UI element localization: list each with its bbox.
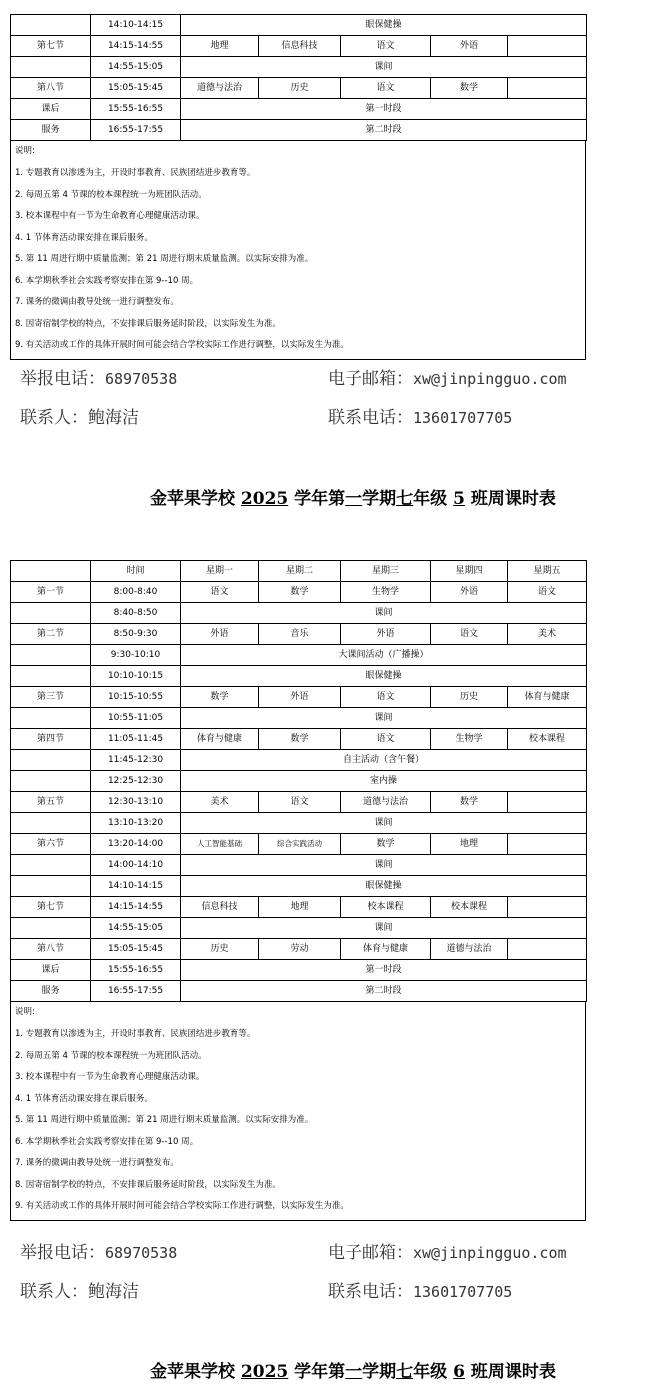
subject-cell: 生物学 <box>431 729 508 750</box>
table-row <box>11 57 587 78</box>
title-part: 金苹果学校 <box>150 1362 241 1382</box>
subject-cell <box>508 78 587 99</box>
after-school-label: 服务 <box>11 981 91 1002</box>
report-phone-label: 举报电话： <box>20 369 105 389</box>
activity-cell: 课间 <box>181 813 587 834</box>
title-class: 5 <box>453 489 465 509</box>
contact-person-2 <box>20 1277 139 1302</box>
title-part: 年级 <box>413 489 454 509</box>
title-part: 学年第 <box>288 489 346 509</box>
time-cell: 14:10-14:15 <box>91 15 181 36</box>
period-label <box>11 645 91 666</box>
table-row <box>11 36 587 57</box>
notes-section-1 <box>10 141 586 360</box>
title-year: 2025 <box>240 489 289 509</box>
contact-phone-label: 联系电话： <box>328 408 413 428</box>
subject-cell <box>508 897 587 918</box>
period-label <box>11 876 91 897</box>
subject-cell: 历史 <box>259 78 341 99</box>
subject-cell: 语文 <box>341 729 431 750</box>
contact-phone-2 <box>328 1277 512 1302</box>
report-phone-value: 68970538 <box>105 370 178 388</box>
contact-person-label: 联系人： <box>20 408 88 428</box>
subject-cell <box>508 792 587 813</box>
after-school-label: 课后 <box>11 99 91 120</box>
note-item: 2. 每周五第 4 节课的校本课程统一为班团队活动。 <box>15 189 207 200</box>
subject-cell: 人工智能基础 <box>181 834 259 855</box>
timetable-title-class-5 <box>150 484 556 509</box>
column-header: 星期四 <box>431 561 508 582</box>
period-label: 第八节 <box>11 939 91 960</box>
table-row <box>11 624 587 645</box>
subject-cell: 校本课程 <box>431 897 508 918</box>
contact-phone <box>328 403 512 428</box>
subject-cell: 道德与法治 <box>431 939 508 960</box>
activity-cell: 课间 <box>181 918 587 939</box>
table-row <box>11 645 587 666</box>
report-phone <box>20 364 177 389</box>
table-row <box>11 708 587 729</box>
title-part: 班周课时表 <box>464 1362 556 1382</box>
period-label: 第八节 <box>11 78 91 99</box>
title-class: 6 <box>453 1362 465 1382</box>
subject-cell: 语文 <box>341 78 431 99</box>
activity-cell: 课间 <box>181 57 587 78</box>
time-cell: 15:55-16:55 <box>91 99 181 120</box>
column-header: 星期二 <box>259 561 341 582</box>
table-row <box>11 876 587 897</box>
note-item: 9. 有关活动或工作的具体开展时间可能会结合学校实际工作进行调整，以实际发生为准。 <box>15 1201 349 1211</box>
table-row <box>11 750 587 771</box>
subject-cell: 数学 <box>431 792 508 813</box>
time-cell: 13:10-13:20 <box>91 813 181 834</box>
table-row <box>11 771 587 792</box>
timetable-table-1 <box>10 14 587 141</box>
column-header: 时间 <box>91 561 181 582</box>
subject-cell: 外语 <box>181 624 259 645</box>
title-grade: 七 <box>396 1362 414 1382</box>
period-label <box>11 750 91 771</box>
subject-cell <box>508 939 587 960</box>
subject-cell: 数学 <box>259 582 341 603</box>
time-cell: 9:30-10:10 <box>91 645 181 666</box>
note-item: 7. 课务的微调由教导处统一进行调整发布。 <box>15 1158 179 1168</box>
subject-cell: 语文 <box>181 582 259 603</box>
note-item: 3. 校本课程中有一节为生命教育心理健康活动课。 <box>15 211 205 221</box>
table-row <box>11 897 587 918</box>
table-row <box>11 687 587 708</box>
contact-phone-label: 联系电话： <box>328 1282 413 1302</box>
activity-cell: 第二时段 <box>181 981 587 1002</box>
note-item: 4. 1 节体育活动课安排在课后服务。 <box>15 1093 153 1104</box>
time-cell: 10:55-11:05 <box>91 708 181 729</box>
notes-title: 说明: <box>15 1007 35 1017</box>
after-school-row <box>11 981 587 1002</box>
table-row <box>11 603 587 624</box>
subject-cell: 地理 <box>181 36 259 57</box>
after-school-row <box>11 120 587 141</box>
report-phone-value: 68970538 <box>105 1244 178 1262</box>
table-row <box>11 813 587 834</box>
contact-person-value: 鲍海洁 <box>88 1282 139 1302</box>
subject-cell: 数学 <box>341 834 431 855</box>
subject-cell: 美术 <box>181 792 259 813</box>
period-label: 第五节 <box>11 792 91 813</box>
time-cell: 11:05-11:45 <box>91 729 181 750</box>
time-cell: 8:00-8:40 <box>91 582 181 603</box>
period-label <box>11 708 91 729</box>
subject-cell: 音乐 <box>259 624 341 645</box>
note-item: 2. 每周五第 4 节课的校本课程统一为班团队活动。 <box>15 1050 207 1061</box>
email-value: xw@jinpingguo.com <box>413 370 567 388</box>
email <box>328 364 567 389</box>
time-cell: 16:55-17:55 <box>91 120 181 141</box>
table-row <box>11 15 587 36</box>
after-school-label: 课后 <box>11 960 91 981</box>
column-header: 星期三 <box>341 561 431 582</box>
timetable-block-2 <box>10 560 586 1221</box>
note-item: 3. 校本课程中有一节为生命教育心理健康活动课。 <box>15 1072 205 1082</box>
subject-cell: 语文 <box>508 582 587 603</box>
note-item: 7. 课务的微调由教导处统一进行调整发布。 <box>15 297 179 307</box>
activity-cell: 大课间活动（广播操） <box>181 645 587 666</box>
time-cell: 8:50-9:30 <box>91 624 181 645</box>
subject-cell: 数学 <box>431 78 508 99</box>
after-school-row <box>11 99 587 120</box>
subject-cell: 校本课程 <box>341 897 431 918</box>
subject-cell: 道德与法治 <box>181 78 259 99</box>
activity-cell: 第一时段 <box>181 960 587 981</box>
table-row <box>11 666 587 687</box>
subject-cell: 外语 <box>431 582 508 603</box>
activity-cell: 课间 <box>181 603 587 624</box>
subject-cell: 道德与法治 <box>341 792 431 813</box>
time-cell: 14:15-14:55 <box>91 36 181 57</box>
subject-cell: 外语 <box>431 36 508 57</box>
time-cell: 14:55-15:05 <box>91 918 181 939</box>
note-item: 5. 第 11 周进行期中质量监测；第 21 周进行期末质量监测。以实际安排为准。 <box>15 254 314 264</box>
title-part: 学年第 <box>288 1362 346 1382</box>
subject-cell: 外语 <box>259 687 341 708</box>
subject-cell: 地理 <box>259 897 341 918</box>
subject-cell: 数学 <box>259 729 341 750</box>
subject-cell: 生物学 <box>341 582 431 603</box>
period-label <box>11 15 91 36</box>
title-part: 学期 <box>362 489 397 509</box>
table-row <box>11 918 587 939</box>
period-label <box>11 603 91 624</box>
email-2 <box>328 1238 567 1263</box>
subject-cell: 体育与健康 <box>508 687 587 708</box>
contact-person <box>20 403 139 428</box>
title-part: 班周课时表 <box>464 489 556 509</box>
notes-section-2 <box>10 1002 586 1221</box>
period-label <box>11 666 91 687</box>
activity-cell: 自主活动（含午餐） <box>181 750 587 771</box>
email-label: 电子邮箱： <box>328 369 413 389</box>
column-header: 星期五 <box>508 561 587 582</box>
note-item: 4. 1 节体育活动课安排在课后服务。 <box>15 232 153 243</box>
subject-cell: 劳动 <box>259 939 341 960</box>
timetable-block-1 <box>10 14 586 360</box>
subject-cell: 体育与健康 <box>341 939 431 960</box>
period-label: 第二节 <box>11 624 91 645</box>
note-item: 9. 有关活动或工作的具体开展时间可能会结合学校实际工作进行调整，以实际发生为准。 <box>15 340 349 350</box>
note-item: 8. 因寄宿制学校的特点，不安排课后服务延时阶段，以实际发生为准。 <box>15 318 281 329</box>
time-cell: 14:55-15:05 <box>91 57 181 78</box>
activity-cell: 第一时段 <box>181 99 587 120</box>
period-label: 第四节 <box>11 729 91 750</box>
subject-cell: 美术 <box>508 624 587 645</box>
email-value: xw@jinpingguo.com <box>413 1244 567 1262</box>
title-term: 一 <box>345 489 363 509</box>
table-row <box>11 939 587 960</box>
time-cell: 15:55-16:55 <box>91 960 181 981</box>
email-label: 电子邮箱： <box>328 1243 413 1263</box>
timetable-title-class-6 <box>150 1357 556 1382</box>
period-label: 第三节 <box>11 687 91 708</box>
activity-cell: 课间 <box>181 855 587 876</box>
period-label: 第七节 <box>11 36 91 57</box>
table-row <box>11 834 587 855</box>
subject-cell: 体育与健康 <box>181 729 259 750</box>
table-row <box>11 729 587 750</box>
period-label: 第六节 <box>11 834 91 855</box>
subject-cell: 外语 <box>341 624 431 645</box>
report-phone-2 <box>20 1238 177 1263</box>
time-cell: 12:30-13:10 <box>91 792 181 813</box>
subject-cell: 信息科技 <box>259 36 341 57</box>
note-item: 8. 因寄宿制学校的特点，不安排课后服务延时阶段，以实际发生为准。 <box>15 1179 281 1190</box>
time-cell: 14:10-14:15 <box>91 876 181 897</box>
time-cell: 15:05-15:45 <box>91 939 181 960</box>
column-header <box>11 561 91 582</box>
contact-phone-value: 13601707705 <box>413 1283 513 1301</box>
activity-cell: 眼保健操 <box>181 15 587 36</box>
subject-cell: 语文 <box>431 624 508 645</box>
time-cell: 15:05-15:45 <box>91 78 181 99</box>
subject-cell: 语文 <box>341 36 431 57</box>
table-row <box>11 855 587 876</box>
time-cell: 12:25-12:30 <box>91 771 181 792</box>
title-year: 2025 <box>240 1362 289 1382</box>
title-term: 一 <box>345 1362 363 1382</box>
subject-cell: 综合实践活动 <box>259 834 341 855</box>
header-row <box>11 561 587 582</box>
title-part: 学期 <box>362 1362 397 1382</box>
subject-cell: 语文 <box>341 687 431 708</box>
note-item: 6. 本学期秋季社会实践考察安排在第 9--10 周。 <box>15 275 199 286</box>
time-cell: 14:00-14:10 <box>91 855 181 876</box>
after-school-row <box>11 960 587 981</box>
time-cell: 13:20-14:00 <box>91 834 181 855</box>
contact-phone-value: 13601707705 <box>413 409 513 427</box>
subject-cell: 历史 <box>181 939 259 960</box>
time-cell: 8:40-8:50 <box>91 603 181 624</box>
table-row <box>11 78 587 99</box>
subject-cell: 地理 <box>431 834 508 855</box>
contact-person-value: 鲍海洁 <box>88 408 139 428</box>
period-label <box>11 918 91 939</box>
subject-cell: 数学 <box>181 687 259 708</box>
title-part: 年级 <box>413 1362 454 1382</box>
contact-person-label: 联系人： <box>20 1282 88 1302</box>
subject-cell: 历史 <box>431 687 508 708</box>
subject-cell: 语文 <box>259 792 341 813</box>
subject-cell: 校本课程 <box>508 729 587 750</box>
note-item: 6. 本学期秋季社会实践考察安排在第 9--10 周。 <box>15 1136 199 1147</box>
note-item: 1. 专题教育以渗透为主，开设时事教育、民族团结进步教育等。 <box>15 168 256 178</box>
table-row <box>11 582 587 603</box>
period-label: 第七节 <box>11 897 91 918</box>
activity-cell: 室内操 <box>181 771 587 792</box>
timetable-table-2 <box>10 560 587 1002</box>
report-phone-label: 举报电话： <box>20 1243 105 1263</box>
table-row <box>11 792 587 813</box>
period-label <box>11 57 91 78</box>
period-label <box>11 771 91 792</box>
subject-cell <box>508 834 587 855</box>
subject-cell: 信息科技 <box>181 897 259 918</box>
notes-title: 说明: <box>15 146 35 156</box>
note-item: 5. 第 11 周进行期中质量监测；第 21 周进行期末质量监测。以实际安排为准。 <box>15 1115 314 1125</box>
time-cell: 10:15-10:55 <box>91 687 181 708</box>
subject-cell <box>508 36 587 57</box>
activity-cell: 眼保健操 <box>181 876 587 897</box>
time-cell: 10:10-10:15 <box>91 666 181 687</box>
activity-cell: 眼保健操 <box>181 666 587 687</box>
title-part: 金苹果学校 <box>150 489 241 509</box>
time-cell: 16:55-17:55 <box>91 981 181 1002</box>
activity-cell: 第二时段 <box>181 120 587 141</box>
note-item: 1. 专题教育以渗透为主，开设时事教育、民族团结进步教育等。 <box>15 1029 256 1039</box>
after-school-label: 服务 <box>11 120 91 141</box>
time-cell: 11:45-12:30 <box>91 750 181 771</box>
title-grade: 七 <box>396 489 414 509</box>
column-header: 星期一 <box>181 561 259 582</box>
activity-cell: 课间 <box>181 708 587 729</box>
period-label <box>11 855 91 876</box>
period-label: 第一节 <box>11 582 91 603</box>
period-label <box>11 813 91 834</box>
time-cell: 14:15-14:55 <box>91 897 181 918</box>
